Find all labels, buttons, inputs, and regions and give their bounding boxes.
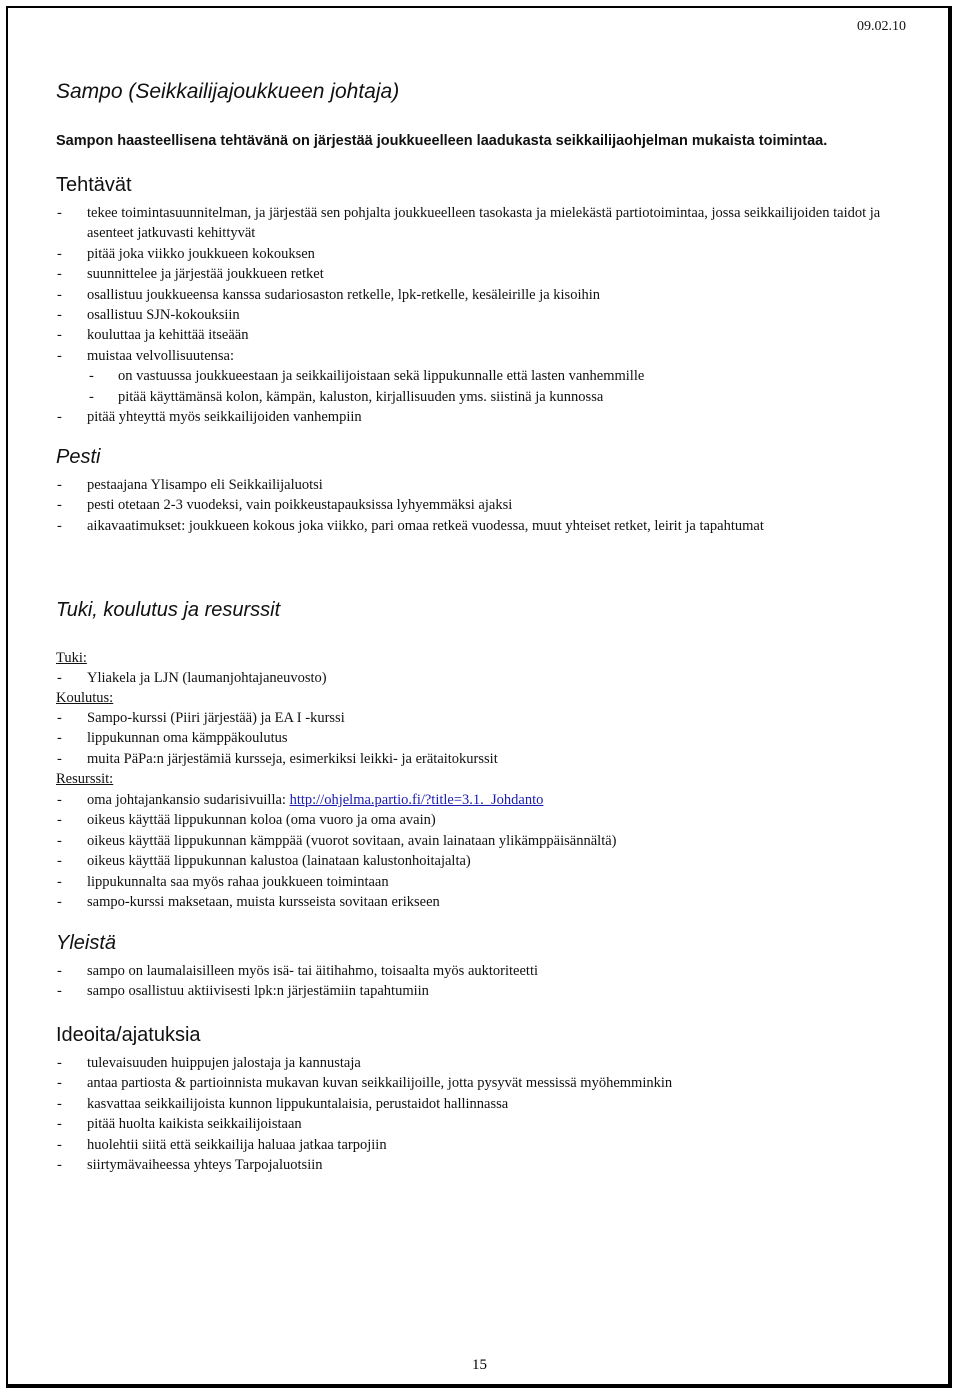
yleista-list [56, 961, 916, 1002]
koulutus-list [56, 708, 916, 769]
header-date: 09.02.10 [857, 19, 906, 34]
list-item: - oikeus käyttää lippukunnan kämppää (vuorot sovitaan, avain lainataan ylikämppäisännältä) [56, 831, 916, 851]
resurssit-label: Resurssit: [56, 771, 114, 787]
list-item: - kasvattaa seikkailijoista kunnon lippukuntalaisia, perustaidot hallinnassa [56, 1094, 916, 1114]
list-item: - antaa partiosta & partioinnista mukavan kuvan seikkailijoille, jotta pysyvät messissä myöhemminkin [56, 1073, 916, 1093]
resurssit-link-prefix: oma johtajankansio sudarisivuilla: [87, 792, 290, 808]
list-item: - pestaajana Ylisampo eli Seikkailijaluotsi [56, 475, 916, 495]
heading-tehtavat: Tehtävät [56, 174, 132, 196]
list-item: - suunnittelee ja järjestää joukkueen retket [56, 264, 916, 284]
list-item: - osallistuu SJN-kokouksiin [56, 305, 916, 325]
list-item: - lippukunnalta saa myös rahaa joukkueen toimintaan [56, 872, 916, 892]
list-item [56, 790, 916, 810]
resurssit-list [56, 790, 916, 912]
list-item: - tekee toimintasuunnitelman, ja järjestää sen pohjalta joukkueelleen tasokasta ja mielekästä partiotoimintaa, jossa seikkailijoiden taidot ja asenteet jatkuvasti kehittyvät [56, 203, 916, 244]
johdanto-link[interactable]: http://ohjelma.partio.fi/?title=3.1._Johdanto [289, 792, 544, 808]
list-item: - pitää joka viikko joukkueen kokouksen [56, 244, 916, 264]
list-item: - Yliakela ja LJN (laumanjohtajaneuvosto) [56, 668, 916, 688]
pesti-list [56, 475, 916, 536]
list-item: - pitää yhteyttä myös seikkailijoiden vanhempiin [56, 407, 916, 427]
ideoita-list [56, 1053, 916, 1175]
tuki-label: Tuki: [56, 650, 87, 666]
list-item: - lippukunnan oma kämppäkoulutus [56, 728, 916, 748]
intro-text: Sampon haasteellisena tehtävänä on järjestää joukkueelleen laadukasta seikkailijaohjelman mukaista toimintaa. [56, 133, 828, 149]
list-item: - sampo osallistuu aktiivisesti lpk:n järjestämiin tapahtumiin [56, 981, 916, 1001]
page-title: Sampo (Seikkailijajoukkueen johtaja) [56, 80, 400, 103]
list-item: - pesti otetaan 2-3 vuodeksi, vain poikkeustapauksissa lyhyemmäksi ajaksi [56, 495, 916, 515]
sub-list-item: - pitää käyttämänsä kolon, kämpän, kaluston, kirjallisuuden yms. siistinä ja kunnossa [56, 387, 916, 407]
list-item: - Sampo-kurssi (Piiri järjestää) ja EA I -kurssi [56, 708, 916, 728]
list-item: - muita PäPa:n järjestämiä kursseja, esimerkiksi leikki- ja erätaitokurssit [56, 749, 916, 769]
list-item: - tulevaisuuden huippujen jalostaja ja kannustaja [56, 1053, 916, 1073]
tehtavat-list [56, 203, 916, 427]
page-number: 15 [472, 1357, 487, 1373]
list-item: - sampo on laumalaisilleen myös isä- tai äitihahmo, toisaalta myös auktoriteetti [56, 961, 916, 981]
koulutus-label: Koulutus: [56, 690, 114, 706]
list-item: - pitää huolta kaikista seikkailijoistaan [56, 1114, 916, 1134]
tuki-list [56, 668, 916, 688]
heading-tuki: Tuki, koulutus ja resurssit [56, 599, 281, 621]
sub-list-item: - on vastuussa joukkueestaan ja seikkailijoistaan sekä lippukunnalle että lasten vanhemmille [56, 366, 916, 386]
list-item: - sampo-kurssi maksetaan, muista kursseista sovitaan erikseen [56, 892, 916, 912]
list-item: - kouluttaa ja kehittää itseään [56, 325, 916, 345]
list-item: - aikavaatimukset: joukkueen kokous joka viikko, pari omaa retkeä vuodessa, muut yhteiset retket, leirit ja tapahtumat [56, 516, 916, 536]
list-item: - muistaa velvollisuutensa: [56, 346, 916, 366]
list-item: - siirtymävaiheessa yhteys Tarpojaluotsiin [56, 1155, 916, 1175]
list-item: - huolehtii siitä että seikkailija haluaa jatkaa tarpojiin [56, 1135, 916, 1155]
list-item: - oikeus käyttää lippukunnan kalustoa (lainataan kalustonhoitajalta) [56, 851, 916, 871]
list-item: - osallistuu joukkueensa kanssa sudariosaston retkelle, lpk-retkelle, kesäleirille ja kisoihin [56, 285, 916, 305]
list-item: - oikeus käyttää lippukunnan koloa (oma vuoro ja oma avain) [56, 810, 916, 830]
heading-pesti: Pesti [56, 446, 101, 468]
heading-yleista: Yleistä [56, 932, 117, 954]
heading-ideoita: Ideoita/ajatuksia [56, 1024, 201, 1046]
